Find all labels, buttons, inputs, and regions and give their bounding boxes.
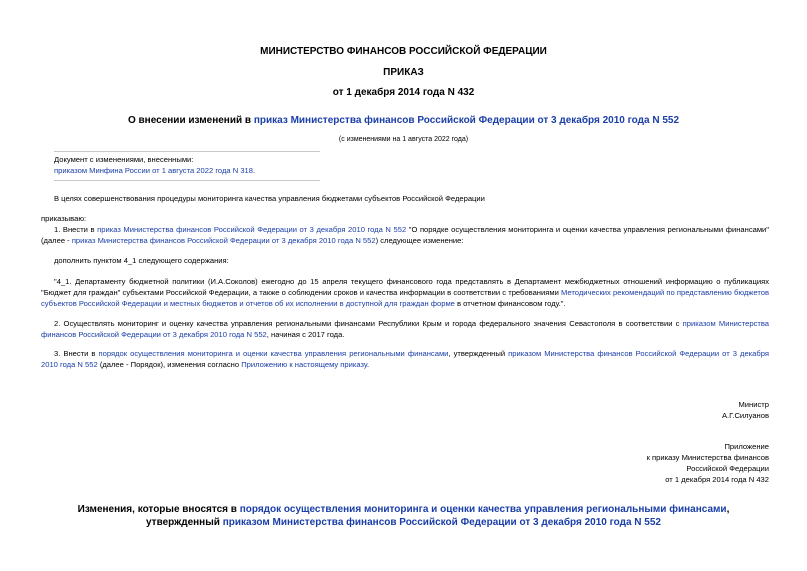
p2-text-b: , начиная с 2017 года. <box>266 330 345 339</box>
p3-link-order[interactable]: приказом Министерства финансов Российской Федерации от 3 декабря 2010 года N 552 <box>41 349 769 369</box>
paragraph-add: дополнить пунктом 4_1 следующего содержания: <box>54 256 229 265</box>
p1-text-a: 1. Внести в <box>54 225 98 234</box>
intro-paragraph: В целях совершенствования процедуры мониторинга качества управления бюджетами субъектов Российской Федерации <box>54 194 485 203</box>
changes-order-link[interactable]: приказом Минфина России от 1 августа 2022 года N 318 <box>54 166 254 175</box>
p3-link-procedure[interactable]: порядок осуществления мониторинга и оценки качества управления региональными финансами <box>98 349 449 358</box>
p3-text-d: . <box>366 360 370 369</box>
revision-status: (с изменениями на 1 августа 2022 года) <box>338 136 469 143</box>
footer-text-b: , утвержденный <box>146 504 730 528</box>
p3-text-a: 3. Внести в <box>54 349 99 358</box>
appendix-line-2: к приказу Министерства финансов <box>646 453 769 462</box>
appendix-title <box>40 503 767 529</box>
order-word: приказываю: <box>41 214 87 223</box>
footer-link-order[interactable]: приказом Министерства финансов Российской Федерации от 3 декабря 2010 года N 552 <box>222 517 661 528</box>
p3-link-appendix[interactable]: Приложению к настоящему приказу <box>241 360 367 369</box>
changes-line <box>54 165 255 176</box>
changes-suffix: . <box>253 166 256 175</box>
paragraph-2 <box>41 318 769 340</box>
bottom-divider <box>54 180 320 181</box>
p41-text-b: в отчетном финансовом году.". <box>454 299 566 308</box>
ministry-heading: МИНИСТЕРСТВО ФИНАНСОВ РОССИЙСКОЙ ФЕДЕРАЦИИ <box>260 46 547 57</box>
paragraph-4-1 <box>41 276 769 309</box>
title-prefix: О внесении изменений в <box>127 115 254 126</box>
p3-text-c: (далее - Порядок), изменения согласно <box>97 360 242 369</box>
appendix-line-1: Приложение <box>724 442 769 451</box>
title-order-link[interactable]: приказ Министерства финансов Российской Федерации от 3 декабря 2010 года N 552 <box>253 115 680 126</box>
paragraph-3 <box>41 348 769 370</box>
p1-link-order-2[interactable]: приказ Министерства финансов Российской Федерации от 3 декабря 2010 года N 552 <box>71 236 376 245</box>
p1-link-order[interactable]: приказ Министерства финансов Российской Федерации от 3 декабря 2010 года N 552 <box>97 225 407 234</box>
changes-label: Документ с изменениями, внесенными: <box>54 155 194 164</box>
footer-text-a: Изменения, которые вносятся в <box>77 504 240 515</box>
document-title <box>0 115 807 126</box>
appendix-line-3: Российской Федерации <box>686 464 769 473</box>
order-date: от 1 декабря 2014 года N 432 <box>332 87 475 98</box>
paragraph-1 <box>41 224 769 246</box>
p1-text-b: "О порядке осуществления мониторинга и оценки качества управления региональными финансами" (далее - <box>41 225 769 245</box>
p1-text-c: ) следующее изменение: <box>375 236 464 245</box>
signature-position: Министр <box>738 400 769 409</box>
signature-name: А.Г.Силуанов <box>721 411 769 420</box>
p3-text-b: , утвержденный <box>448 349 509 358</box>
p41-link-recommendations[interactable]: Методических рекомендаций по представлению бюджетов субъектов Российской Федерации и местных бюджетов и отчетов об их исполнении в доступной для граждан форме <box>41 288 769 308</box>
appendix-line-4: от 1 декабря 2014 года N 432 <box>665 475 769 484</box>
p2-text-a: 2. Осуществлять мониторинг и оценку качества управления региональными финансами Республики Крым и города федерального значения Севастополя в соответствии с <box>54 319 683 328</box>
p2-link-order[interactable]: приказом Министерства финансов Российской Федерации от 3 декабря 2010 года N 552 <box>41 319 769 339</box>
top-divider <box>54 151 320 152</box>
footer-link-procedure[interactable]: порядок осуществления мониторинга и оценки качества управления региональными финансами <box>239 504 727 515</box>
p41-text-a: "4_1. Департаменту бюджетной политики (И.А.Соколов) ежегодно до 15 апреля текущего финансового года представлять в Департамент межбюджетных отношений информацию о публикациях "Бюджет для граждан" субъектами Российской Федерации, а также о соблюдении сроков и качества информации в соответствии с требованиями <box>41 277 769 297</box>
order-heading: ПРИКАЗ <box>383 67 424 78</box>
